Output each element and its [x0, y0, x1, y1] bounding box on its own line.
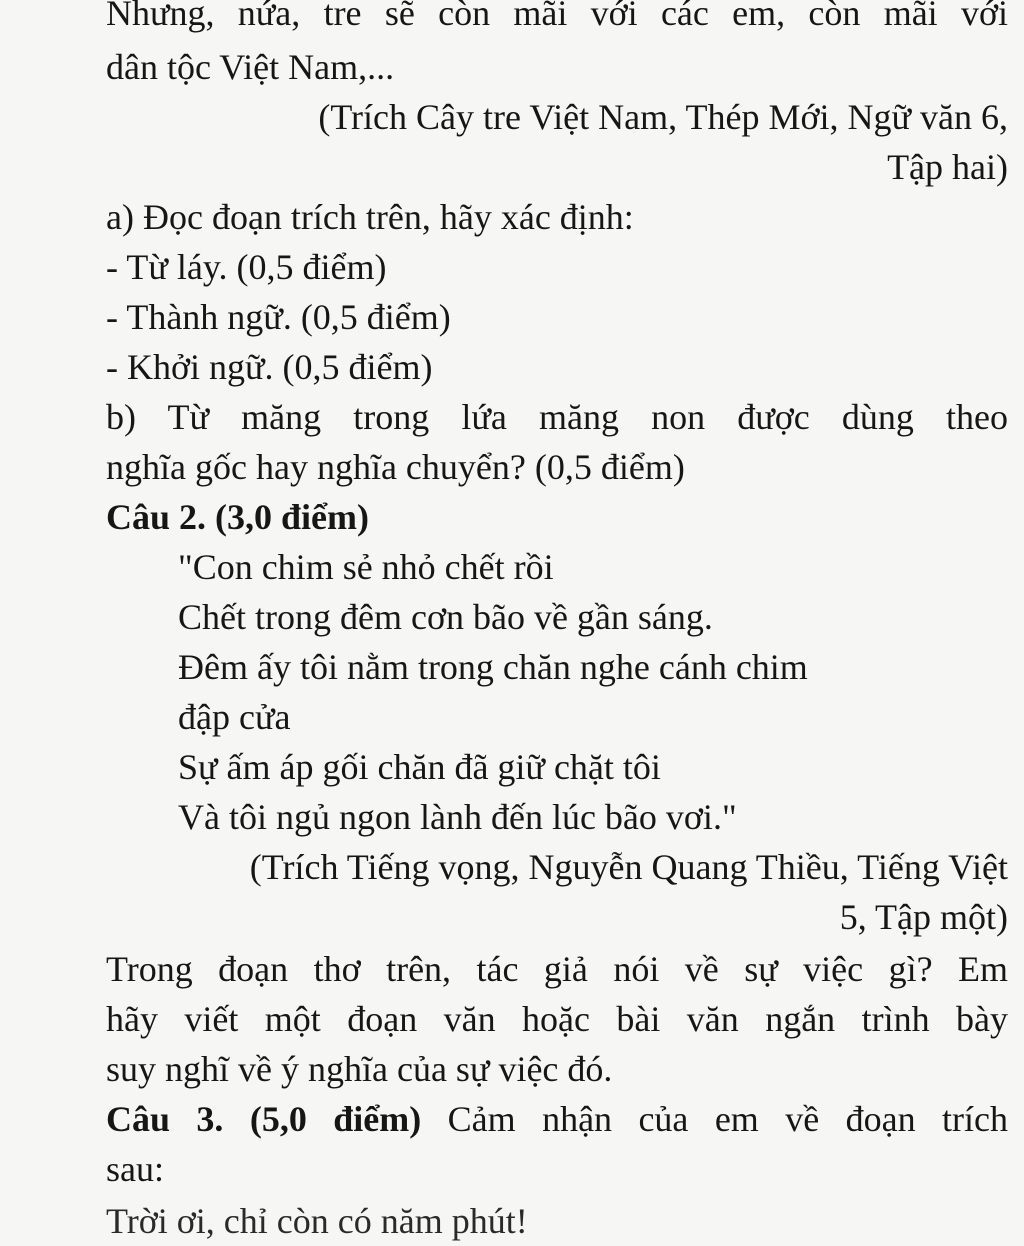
question-1b-line-1: b) Từ măng trong lứa măng non được dùng theo — [106, 397, 1008, 437]
poem-line-3: Đêm ấy tôi nằm trong chăn nghe cánh chim — [178, 647, 808, 687]
question-2-heading: Câu 2. (3,0 điểm) — [106, 497, 369, 537]
question-1a-item-khoi-ngu: - Khởi ngữ. (0,5 điểm) — [106, 347, 433, 387]
source-1-line-1: (Trích Cây tre Việt Nam, Thép Mới, Ngữ văn 6, — [318, 97, 1008, 137]
question-3-line-2: sau: — [106, 1149, 164, 1189]
question-3-line-1 — [106, 1094, 1008, 1144]
poem-line-4: đập cửa — [178, 697, 291, 737]
question-2-task-line-3: suy nghĩ về ý nghĩa của sự việc đó. — [106, 1049, 613, 1089]
cut-off-line: Trời ơi, chỉ còn có năm phút! — [106, 1201, 528, 1241]
question-1b-line-2: nghĩa gốc hay nghĩa chuyển? (0,5 điểm) — [106, 447, 685, 487]
poem-line-6: Và tôi ngủ ngon lành đến lúc bão vơi." — [178, 797, 737, 837]
poem-line-5: Sự ấm áp gối chăn đã giữ chặt tôi — [178, 747, 661, 787]
source-2-line-1: (Trích Tiếng vọng, Nguyễn Quang Thiều, Tiếng Việt — [249, 847, 1008, 887]
poem-line-2: Chết trong đêm cơn bão về gần sáng. — [178, 597, 713, 637]
question-1a-item-tu-lay: - Từ láy. (0,5 điểm) — [106, 247, 387, 287]
source-1-line-2: Tập hai) — [887, 147, 1008, 187]
excerpt-line-1: Nhưng, nứa, tre sẽ còn mãi với các em, còn mãi với — [106, 0, 1008, 33]
question-1a-prompt: a) Đọc đoạn trích trên, hãy xác định: — [106, 197, 634, 237]
question-2-task-line-1: Trong đoạn thơ trên, tác giả nói về sự việc gì? Em — [106, 949, 1008, 989]
excerpt-line-2: dân tộc Việt Nam,... — [106, 47, 395, 87]
question-2-task-line-2: hãy viết một đoạn văn hoặc bài văn ngắn trình bày — [106, 999, 1008, 1039]
source-2-line-2: 5, Tập một) — [839, 897, 1008, 937]
question-3-heading: Câu 3. (5,0 điểm) — [106, 1099, 422, 1139]
poem-line-1: "Con chim sẻ nhỏ chết rồi — [178, 547, 554, 587]
question-3-prompt: Cảm nhận của em về đoạn trích — [447, 1099, 1008, 1139]
question-1a-item-thanh-ngu: - Thành ngữ. (0,5 điểm) — [106, 297, 451, 337]
